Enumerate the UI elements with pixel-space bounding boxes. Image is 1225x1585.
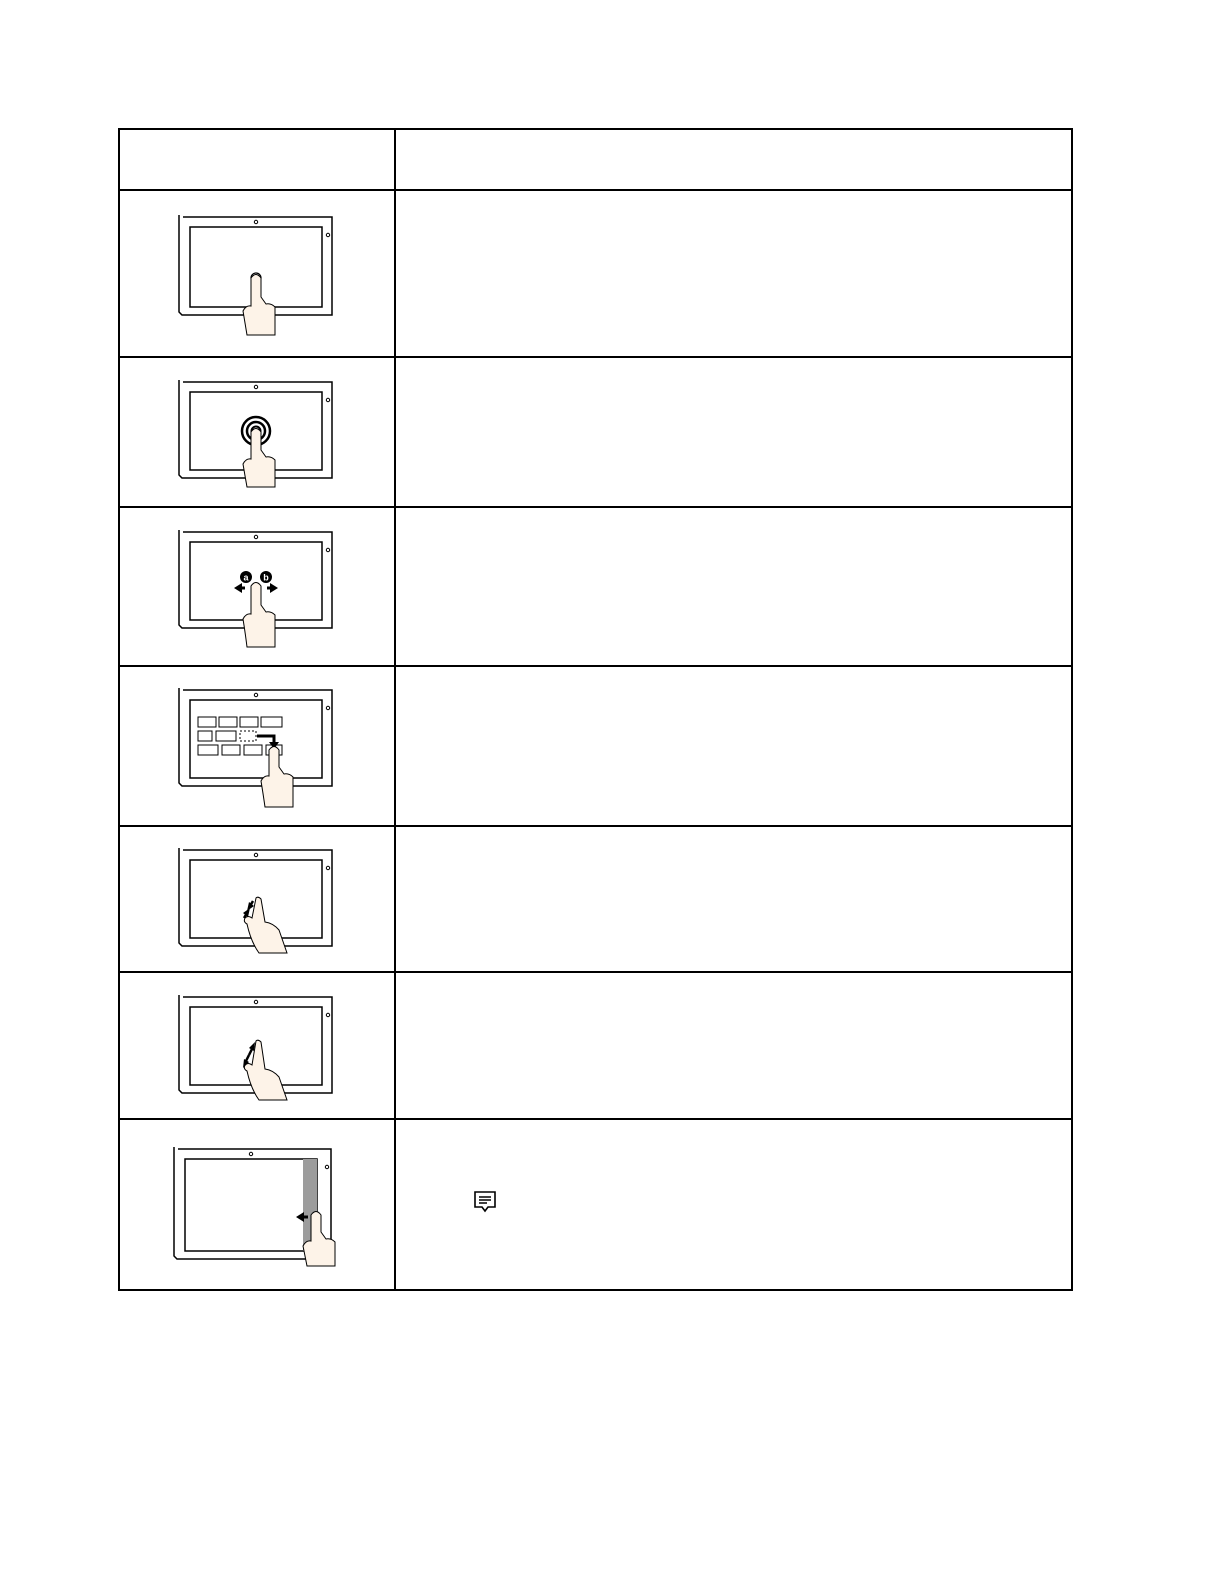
drag-gesture-icon	[177, 684, 337, 808]
marker-a-label: a	[243, 572, 249, 582]
pinch-in-illustration	[119, 826, 395, 972]
pinch-in-gesture-icon	[177, 844, 337, 954]
pinch-in-description	[395, 826, 1072, 972]
table-header-row	[119, 129, 1072, 190]
slide-description	[395, 507, 1072, 666]
tap-and-hold-illustration	[119, 357, 395, 507]
notification-center-icon	[473, 1190, 497, 1214]
table-row	[119, 507, 1072, 666]
table-row	[119, 1119, 1072, 1290]
pinch-out-gesture-icon	[177, 991, 337, 1101]
table-row	[119, 972, 1072, 1119]
tap-description	[395, 190, 1072, 357]
swipe-right-edge-illustration	[119, 1119, 395, 1290]
drag-illustration	[119, 666, 395, 826]
pinch-out-description	[395, 972, 1072, 1119]
drag-description	[395, 666, 1072, 826]
tap-illustration	[119, 190, 395, 357]
header-description-cell	[395, 129, 1072, 190]
marker-b-label: b	[263, 572, 269, 582]
slide-illustration	[119, 507, 395, 666]
table-row	[119, 666, 1072, 826]
tap-gesture-icon	[177, 211, 337, 337]
gesture-table	[118, 128, 1073, 1291]
pinch-out-illustration	[119, 972, 395, 1119]
swipe-in-gesture-icon	[172, 1143, 342, 1267]
table-row	[119, 357, 1072, 507]
header-gesture-cell	[119, 129, 395, 190]
table-row	[119, 190, 1072, 357]
tap-and-hold-description	[395, 357, 1072, 507]
tap-and-hold-gesture-icon	[177, 376, 337, 488]
slide-gesture-icon	[177, 526, 337, 648]
table-row	[119, 826, 1072, 972]
